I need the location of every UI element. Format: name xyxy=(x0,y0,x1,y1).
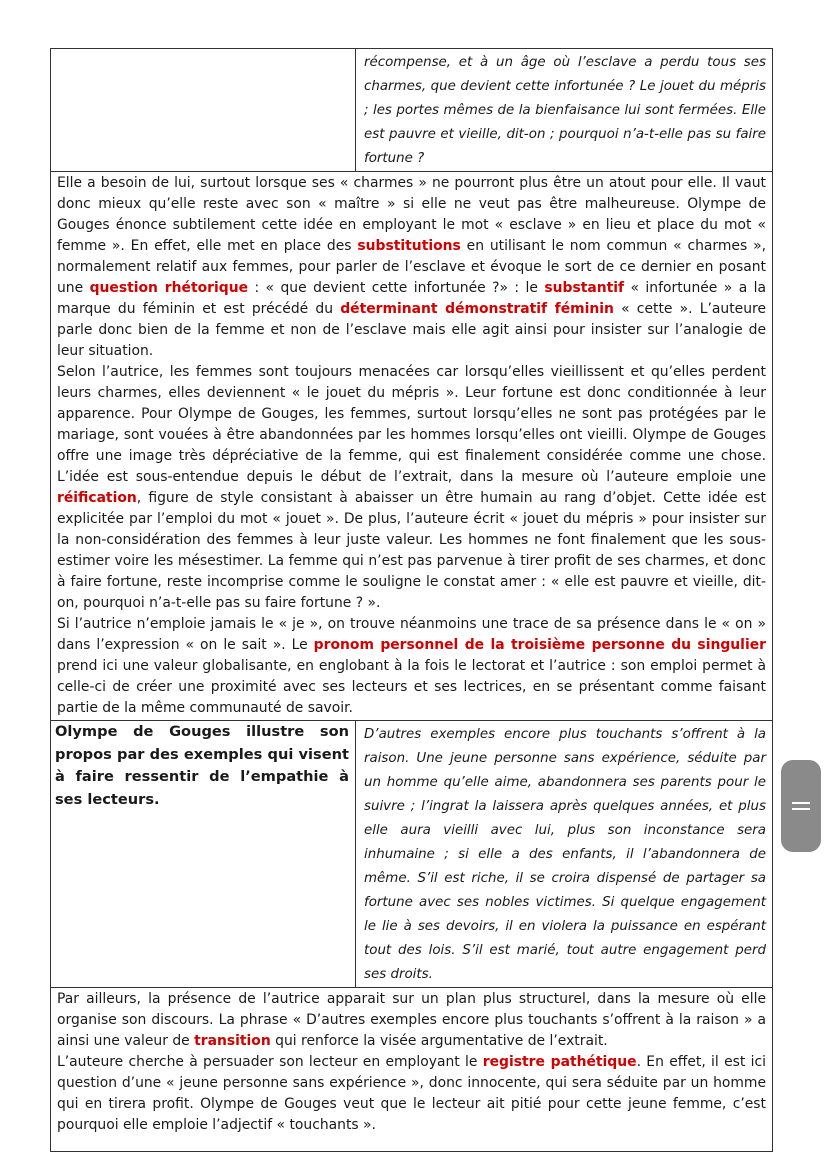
highlighted-term: pronom personnel de la troisième personne du singulier xyxy=(313,637,766,653)
text-segment: Elle a besoin de lui, surtout lorsque ses « charmes » ne pourront plus être un atout pour elle. Il vaut donc mieux qu’elle reste avec son « maître » si elle ne veut pas être malheureuse. Olympe de Gouges énonce subtilement cette idée en employant le mot « esclave » en lieu et place du mot « femme ». En effet, elle met en place des xyxy=(57,175,766,254)
highlighted-term: transition xyxy=(194,1033,271,1049)
text-segment: prend ici une valeur globalisante, en englobant à la fois le lectorat et l’autrice : son emploi permet à celle-ci de créer une proximité avec ses lecteurs et ses lectrices, en se présentant comme faisant partie de la même communauté de savoir. xyxy=(57,658,766,716)
highlighted-term: registre pathétique xyxy=(482,1054,637,1070)
quote-row-bottom xyxy=(51,720,772,987)
text-segment: Selon l’autrice, les femmes sont toujours menacées car lorsqu’elles vieillissent et qu’elles perdent leurs charmes, elles deviennent « le jouet du mépris ». Leur fortune est donc conditionnée à leur apparence. Pour Olympe de Gouges, les femmes, surtout lorsqu’elles ne sont pas protégées par le mariage, sont vouées à être abandonnées par les hommes lorsqu’elles ont vieilli. Olympe de Gouges offre une image très dépréciative de la femme, qui est finalement considérée comme une chose. L’idée est sous-entendue depuis le début de l’extrait, dans la mesure où l’auteure emploie une xyxy=(57,364,766,485)
highlighted-term: question rhétorique xyxy=(89,280,249,296)
highlighted-term: substantif xyxy=(544,280,625,296)
text-segment: Si l’autrice n’emploie jamais le « je », on trouve néanmoins une trace de sa présence dans le « on » dans l’expression « on le sait ». Le xyxy=(57,616,766,653)
analysis-paragraph xyxy=(57,1052,766,1136)
scroll-handle[interactable] xyxy=(781,760,821,852)
analysis-paragraph xyxy=(57,173,766,362)
text-segment: « infortunée » a la marque du féminin et est précédé du xyxy=(57,280,766,317)
quote-row-top xyxy=(51,48,772,171)
empty-left-cell xyxy=(51,49,356,171)
analysis-paragraph xyxy=(57,362,766,614)
analysis-paragraph xyxy=(57,614,766,719)
analysis-block-1 xyxy=(51,171,772,720)
text-segment: en utilisant le nom commun « charmes », normalement relatif aux femmes, pour parler de l’esclave et évoque le sort de ce dernier en posant une xyxy=(57,238,766,296)
highlighted-term: substitutions xyxy=(357,238,461,254)
quote-excerpt-bottom: D’autres exemples encore plus touchants s’offrent à la raison. Une jeune personne sans expérience, séduite par un homme qu’elle aime, abandonnera ses parents pour le suivre ; l’ingrat la laissera après quelques années, et plus elle aura vieilli avec lui, plus son inconstance sera inhumaine ; si elle a des enfants, il l’abandonnera de même. S’il est riche, il se croira dispensé de partager sa fortune avec ses nobles victimes. Si quelque engagement le lie à ses devoirs, il en violera la puissance en espérant tout des lois. S’il est marié, tout autre engagement perd ses droits. xyxy=(364,727,766,982)
text-segment: : « que devient cette infortunée ?» : le xyxy=(248,280,545,296)
analysis-block-2 xyxy=(51,987,772,1151)
text-segment: Par ailleurs, la présence de l’autrice apparait sur un plan plus structurel, dans la mesure où elle organise son discours. La phrase « D’autres exemples encore plus touchants s’offrent à la raison » a ainsi une valeur de xyxy=(57,991,766,1049)
drag-handle-icon xyxy=(792,798,810,814)
text-segment: L’auteure cherche à persuader son lecteur en employant le xyxy=(57,1054,483,1070)
quote-excerpt-top: récompense, et à un âge où l’esclave a perdu tous ses charmes, que devient cette infortunée ? Le jouet du mépris ; les portes mêmes de la bienfaisance lui sont fermées. Elle est pauvre et vieille, dit-on ; pourquoi n’a-t-elle pas su faire fortune ? xyxy=(364,55,766,166)
text-segment: « cette ». L’auteure parle donc bien de la femme et non de l’esclave mais elle agit ainsi pour insister sur l’analogie de leur situation. xyxy=(57,301,766,359)
section-heading: Olympe de Gouges illustre son propos par des exemples qui visent à faire ressentir de l’empathie à ses lecteurs. xyxy=(51,721,356,987)
text-segment: , figure de style consistant à abaisser un être humain au rang d’objet. Cette idée est explicitée par l’emploi du mot « jouet ». De plus, l’auteure écrit « jouet du mépris » pour insister sur la non-considération des femmes à leur juste valeur. Les hommes ne font finalement que les sous-estimer voire les mésestimer. La femme qui n’est pas parvenue à tirer profit de ses charmes, et donc à faire fortune, reste incomprise comme le souligne le constat amer : « elle est pauvre et vieille, dit-on, pourquoi n’a-t-elle pas su faire fortune ? ». xyxy=(57,490,766,611)
text-segment: . En effet, il est ici question d’une « jeune personne sans expérience », donc innocente, qui sera séduite par un homme qui en tirera profit. Olympe de Gouges veut que le lecteur ait pitié pour cette jeune femme, c’est pourquoi elle emploie l’adjectif « touchants ». xyxy=(57,1054,766,1133)
analysis-paragraph xyxy=(57,989,766,1052)
text-segment: qui renforce la visée argumentative de l’extrait. xyxy=(270,1033,608,1049)
highlighted-term: réification xyxy=(57,490,137,506)
commentary-table xyxy=(50,48,773,1152)
highlighted-term: déterminant démonstratif féminin xyxy=(340,301,614,317)
